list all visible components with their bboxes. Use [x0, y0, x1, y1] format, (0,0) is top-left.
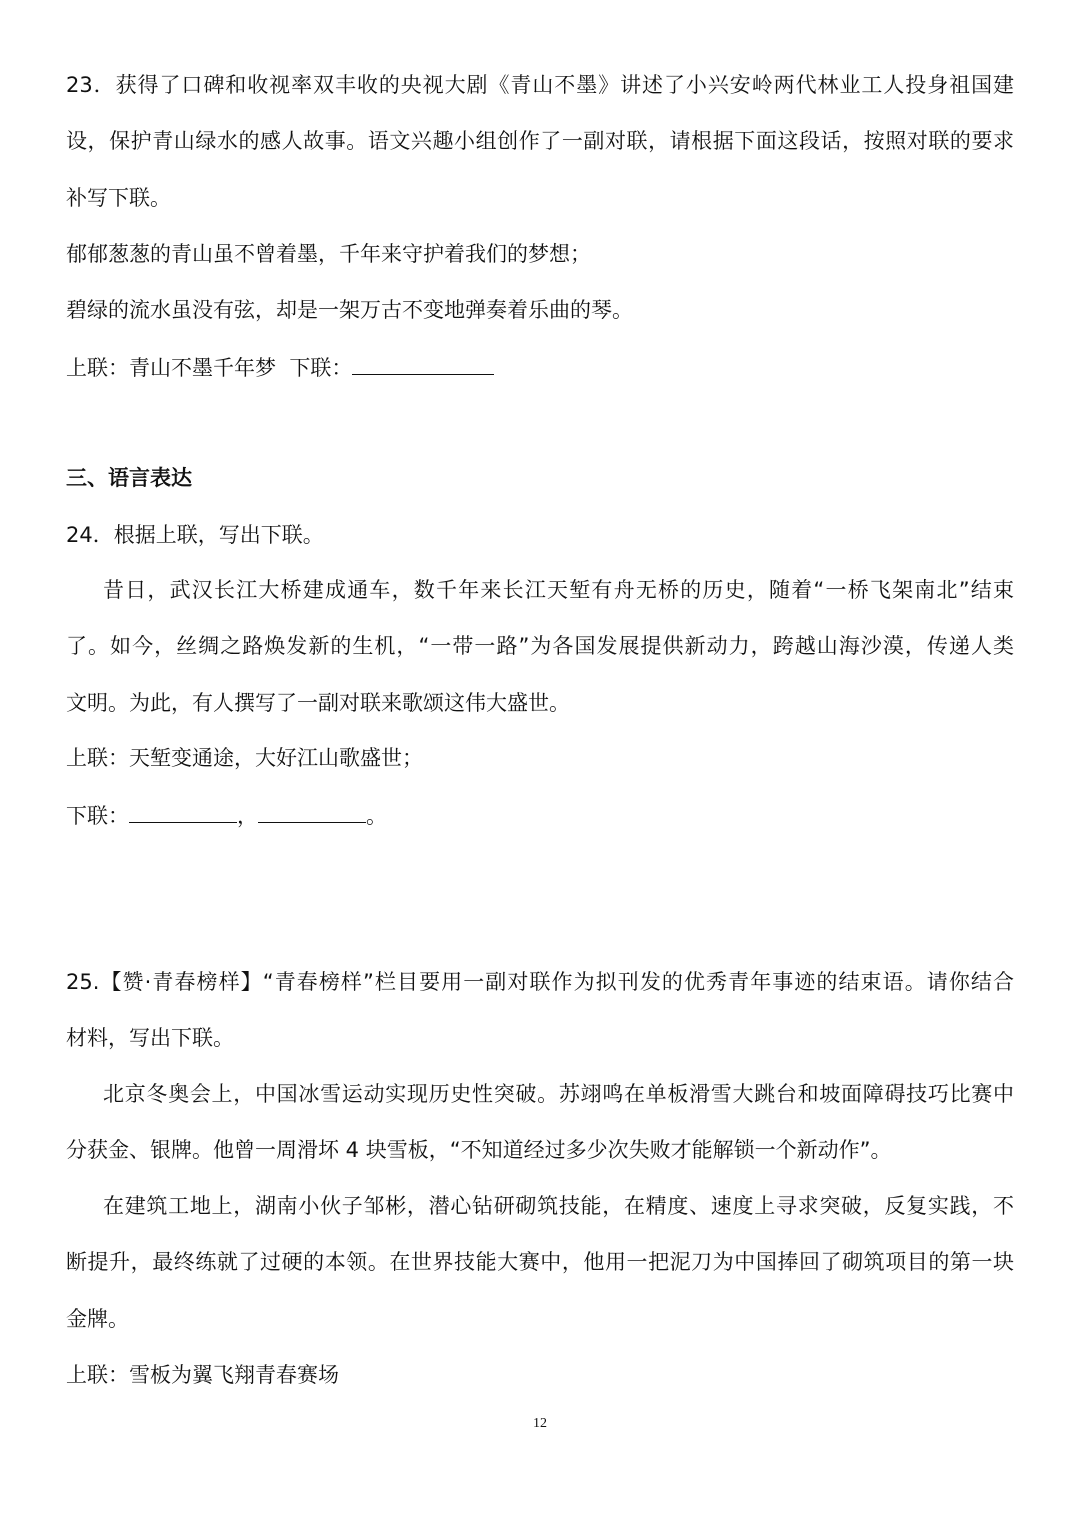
q23-line: 郁郁葱葱的青山虽不曾着墨，千年来守护着我们的梦想； [66, 242, 591, 266]
q25-line: 金牌。 [66, 1307, 129, 1331]
comma: ， [237, 804, 258, 828]
section-title: 三、语言表达 [66, 466, 192, 490]
q24-line: 了。如今，丝绸之路焕发新的生机，“一带一路”为各国发展提供新动力，跨越山海沙漠，传递人类 [66, 634, 1014, 658]
q25-line: 在建筑工地上，湖南小伙子邹彬，潜心钻研砌筑技能，在精度、速度上寻求突破，反复实践，不 [103, 1194, 1014, 1218]
page-number: 12 [533, 1416, 547, 1431]
period: 。 [366, 804, 387, 828]
lower-couplet-label: 下联： [289, 356, 353, 380]
q24-line: 上联：天堑变通途，大好江山歌盛世； [66, 746, 423, 770]
q23-line: 设，保护青山绿水的感人故事。语文兴趣小组创作了一副对联，请根据下面这段话，按照对联的要求 [66, 129, 1014, 153]
q24-line: 文明。为此，有人撰写了一副对联来歌颂这伟大盛世。 [66, 691, 570, 715]
q25-line: 上联：雪板为翼飞翔青春赛场 [66, 1363, 339, 1387]
q23-line: 碧绿的流水虽没有弦，却是一架万古不变地弹奏着乐曲的琴。 [66, 298, 633, 322]
q24-line: 昔日，武汉长江大桥建成通车，数千年来长江天堑有舟无桥的历史，随着“一桥飞架南北”结束 [103, 578, 1014, 602]
q24-lower [66, 800, 1014, 831]
answer-blank[interactable] [352, 352, 494, 375]
q23-line: 23．获得了口碑和收视率双丰收的央视大剧《青山不墨》讲述了小兴安岭两代林业工人投身祖国建 [66, 73, 1014, 97]
q23-line: 补写下联。 [66, 186, 171, 210]
q25-line: 分获金、银牌。他曾一周滑坏 4 块雪板，“不知道经过多少次失败才能解锁一个新动作”。 [66, 1138, 892, 1162]
q24-line: 24．根据上联，写出下联。 [66, 523, 324, 547]
upper-couplet: 上联：青山不墨千年梦 [66, 356, 276, 380]
q25-line: 北京冬奥会上，中国冰雪运动实现历史性突破。苏翊鸣在单板滑雪大跳台和坡面障碍技巧比赛中 [103, 1082, 1014, 1106]
q25-line: 断提升，最终练就了过硬的本领。在世界技能大赛中，他用一把泥刀为中国捧回了砌筑项目的第一块 [66, 1250, 1014, 1274]
lower-couplet-label: 下联： [66, 804, 129, 828]
q25-line: 25.【赞·青春榜样】“青春榜样”栏目要用一副对联作为拟刊发的优秀青年事迹的结束语。请你结合 [66, 970, 1014, 994]
answer-blank-1[interactable] [129, 800, 237, 823]
q25-line: 材料，写出下联。 [66, 1026, 234, 1050]
q23-couplet [66, 352, 1014, 383]
answer-blank-2[interactable] [258, 800, 366, 823]
